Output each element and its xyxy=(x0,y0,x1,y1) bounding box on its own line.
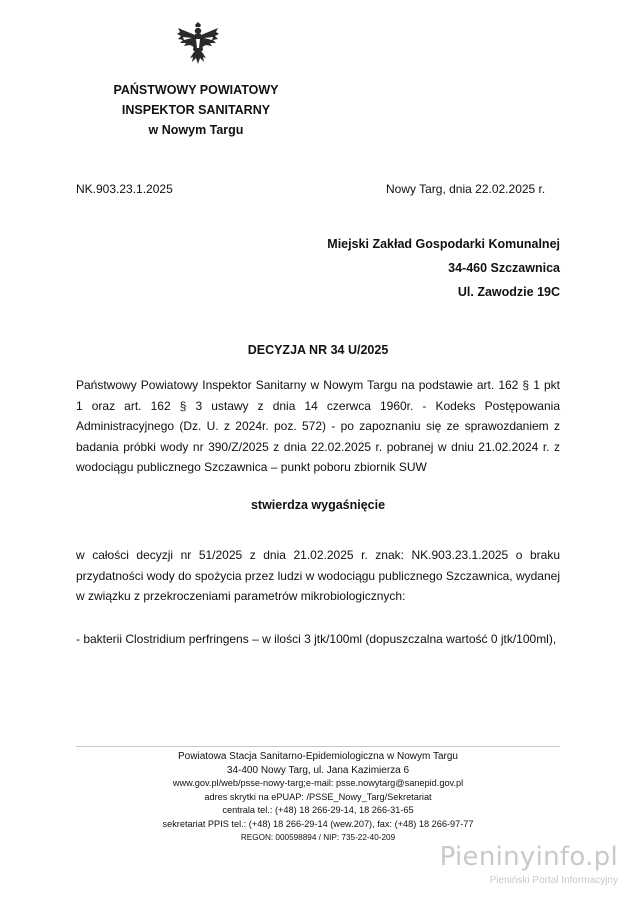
place-and-date: Nowy Targ, dnia 22.02.2025 r. xyxy=(386,182,546,196)
recipient-city: 34-460 Szczawnica xyxy=(448,261,560,275)
footer-secretariat: sekretariat PPIS tel.: (+48) 18 266-29-14 (wew.207), fax: (+48) 18 266-97-77 xyxy=(162,818,474,829)
site-watermark xyxy=(440,842,618,887)
footer-phone: centrala tel.: (+48) 18 266-29-14, 18 266-31-65 xyxy=(222,805,414,815)
watermark-brand: Pieninyinfo.pl xyxy=(439,842,618,872)
footer-divider xyxy=(76,746,560,747)
footer-web-email: www.gov.pl/web/psse-nowy-targ;e-mail: psse.nowytarg@sanepid.gov.pl xyxy=(172,778,464,788)
footer-institution: Powiatowa Stacja Sanitarno-Epidemiologiczna w Nowym Targu xyxy=(178,751,458,762)
authority-line-2: INSPEKTOR SANITARNY xyxy=(121,103,271,117)
recipient-address xyxy=(327,232,560,304)
issuing-authority xyxy=(60,80,332,140)
footer-address: 34-400 Nowy Targ, ul. Jana Kazimierza 6 xyxy=(226,764,410,776)
footer-contact-block xyxy=(0,750,636,845)
recipient-name: Miejski Zakład Gospodarki Komunalnej xyxy=(327,237,560,251)
decision-verdict: stwierdza wygaśnięcie xyxy=(250,498,386,512)
reference-number: NK.903.23.1.2025 xyxy=(76,182,173,196)
authority-line-1: PAŃSTWOWY POWIATOWY xyxy=(113,83,279,97)
white-eagle-emblem-icon xyxy=(175,22,221,66)
decision-legal-basis-paragraph: Państwowy Powiatowy Inspektor Sanitarny w Nowym Targu na podstawie art. 162 § 1 pkt 1 oraz art. 162 § 3 ustawy z dnia 14 czerwca 1960r. - Kodeks Postępowania Administracyjnego (Dz. U. z 2024r. poz. 572) - po zapoznaniu się ze sprawozdaniem z badania próbki wody nr 390/Z/2025 z dnia 22.02.2025 r. pobranej w dniu 21.02.2024 r. z wodociągu publicznego Szczawnica – punkt poboru zbiornik SUW xyxy=(76,378,560,474)
footer-epuap: adres skrytki na ePUAP: /PSSE_Nowy_Targ/Sekretariat xyxy=(204,791,432,802)
decision-scope-paragraph: w całości decyzji nr 51/2025 z dnia 21.02.2025 r. znak: NK.903.23.1.2025 o braku przydatności wody do spożycia przez ludzi w wodociągu publicznego Szczawnica, wydanej w związku z przekroczeniami parametrów mikrobiologicznych: xyxy=(76,548,560,603)
authority-line-3: w Nowym Targu xyxy=(148,123,244,137)
exceedance-bullet: - bakterii Clostridium perfringens – w ilości 3 jtk/100ml (dopuszczalna wartość 0 jtk/100ml), xyxy=(76,632,557,646)
footer-regon-nip: REGON: 000598894 / NIP: 735-22-40-209 xyxy=(240,833,396,842)
watermark-tagline: Pieniński Portal Informacyjny xyxy=(489,875,618,886)
recipient-street: Ul. Zawodzie 19C xyxy=(457,285,560,299)
decision-title: DECYZJA NR 34 U/2025 xyxy=(247,343,389,357)
